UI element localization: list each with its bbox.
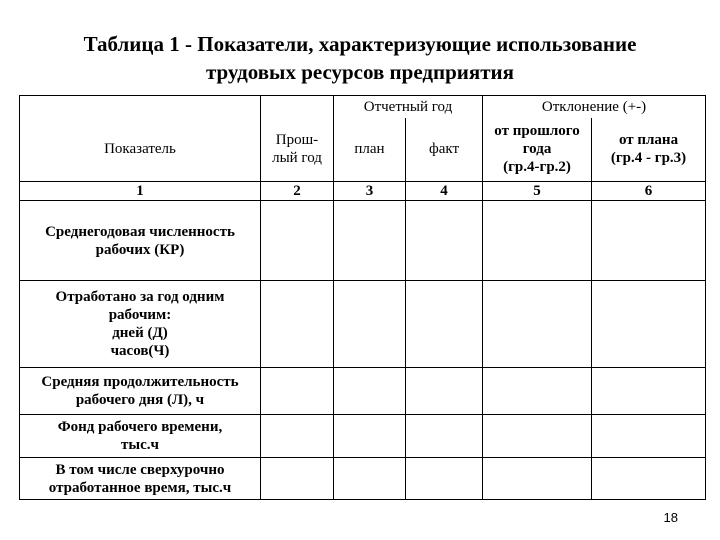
col-number-6: 6 bbox=[592, 182, 706, 201]
title-line-1: Таблица 1 - Показатели, характеризующие использование bbox=[83, 32, 637, 56]
table-row bbox=[20, 415, 706, 458]
cell-empty bbox=[483, 415, 592, 458]
cell-empty bbox=[261, 415, 334, 458]
cell-empty bbox=[592, 368, 706, 415]
cell-empty bbox=[406, 281, 483, 368]
cell-empty bbox=[592, 415, 706, 458]
cell-empty bbox=[261, 458, 334, 500]
table-title bbox=[20, 30, 700, 86]
header-deviation: Отклонение (+-) bbox=[483, 96, 706, 118]
table-row bbox=[20, 368, 706, 415]
cell-empty bbox=[483, 458, 592, 500]
header-plan: план bbox=[334, 118, 406, 182]
header-prev-year-top bbox=[261, 96, 334, 118]
table-row bbox=[20, 281, 706, 368]
cell-empty bbox=[334, 458, 406, 500]
header-indicator-top bbox=[20, 96, 261, 118]
cell-empty bbox=[406, 415, 483, 458]
cell-empty bbox=[406, 458, 483, 500]
header-from-prev-year: от прошлого года (гр.4-гр.2) bbox=[483, 118, 592, 182]
row-label: Средняя продолжительность рабочего дня (Л), ч bbox=[20, 368, 261, 415]
cell-empty bbox=[334, 201, 406, 281]
col-number-2: 2 bbox=[261, 182, 334, 201]
header-report-year: Отчетный год bbox=[334, 96, 483, 118]
cell-empty bbox=[261, 368, 334, 415]
col-number-5: 5 bbox=[483, 182, 592, 201]
title-line-2: трудовых ресурсов предприятия bbox=[205, 60, 515, 84]
cell-empty bbox=[592, 458, 706, 500]
cell-empty bbox=[592, 201, 706, 281]
col-number-1: 1 bbox=[20, 182, 261, 201]
cell-empty bbox=[261, 281, 334, 368]
cell-empty bbox=[406, 368, 483, 415]
row-label: Среднегодовая численность рабочих (КР) bbox=[20, 201, 261, 281]
cell-empty bbox=[406, 201, 483, 281]
cell-empty bbox=[334, 368, 406, 415]
cell-empty bbox=[483, 201, 592, 281]
header-from-plan: от плана (гр.4 - гр.3) bbox=[592, 118, 706, 182]
cell-empty bbox=[334, 415, 406, 458]
table-row bbox=[20, 458, 706, 500]
cell-empty bbox=[592, 281, 706, 368]
cell-empty bbox=[334, 281, 406, 368]
row-label: Отработано за год одним рабочим: дней (Д) часов(Ч) bbox=[20, 281, 261, 368]
page-number: 18 bbox=[663, 510, 678, 525]
cell-empty bbox=[483, 368, 592, 415]
header-indicator: Показатель bbox=[20, 118, 261, 182]
table-row bbox=[20, 201, 706, 281]
col-number-3: 3 bbox=[334, 182, 406, 201]
header-prev-year: Прош- лый год bbox=[261, 118, 334, 182]
cell-empty bbox=[261, 201, 334, 281]
labor-resources-table bbox=[19, 95, 706, 500]
col-number-4: 4 bbox=[406, 182, 483, 201]
row-label: В том числе сверхурочно отработанное время, тыс.ч bbox=[20, 458, 261, 500]
row-label: Фонд рабочего времени, тыс.ч bbox=[20, 415, 261, 458]
cell-empty bbox=[483, 281, 592, 368]
header-fact: факт bbox=[406, 118, 483, 182]
